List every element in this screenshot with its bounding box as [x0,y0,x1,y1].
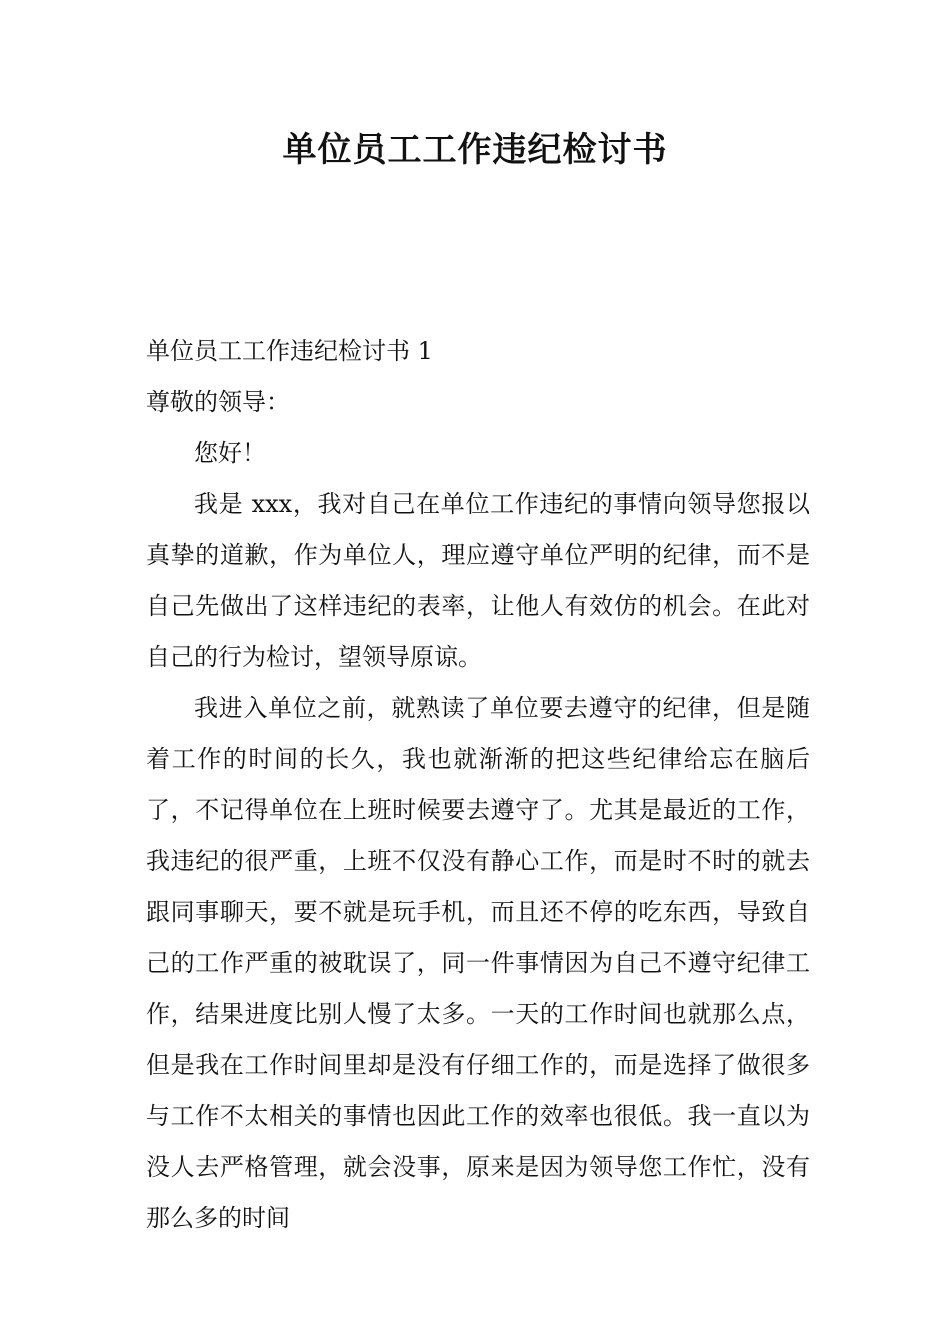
salutation: 尊敬的领导： [146,388,290,416]
section-heading: 单位员工工作违纪检讨书 1 [146,337,433,365]
paragraph-apology: 我是 xxx，我对自己在单位工作违纪的事情向领导您报以真挚的道歉，作为单位人，理应遵守单位严明的纪律，而不是自己先做出了这样违纪的表率，让他人有效仿的机会。在此对自己的行为检讨，望领导原谅。 [146,490,810,671]
document-title: 单位员工工作违纪检讨书 [282,130,668,170]
greeting: 您好！ [194,439,266,467]
paragraph-reflection: 我进入单位之前，就熟读了单位要去遵守的纪律，但是随着工作的时间的长久，我也就渐渐的把这些纪律给忘在脑后了，不记得单位在上班时候要去遵守了。尤其是最近的工作，我违纪的很严重，上班不仅没有静心工作，而是时不时的就去跟同事聊天，要不就是玩手机，而且还不停的吃东西，导致自己的工作严重的被耽误了，同一件事情因为自己不遵守纪律工作，结果进度比别人慢了太多。一天的工作时间也就那么点，但是我在工作时间里却是没有仔细工作的，而是选择了做很多与工作不太相关的事情也因此工作的效率也很低。我一直以为没人去严格管理，就会没事，原来是因为领导您工作忙，没有那么多的时间 [146,694,810,1232]
document-body [146,326,810,1244]
